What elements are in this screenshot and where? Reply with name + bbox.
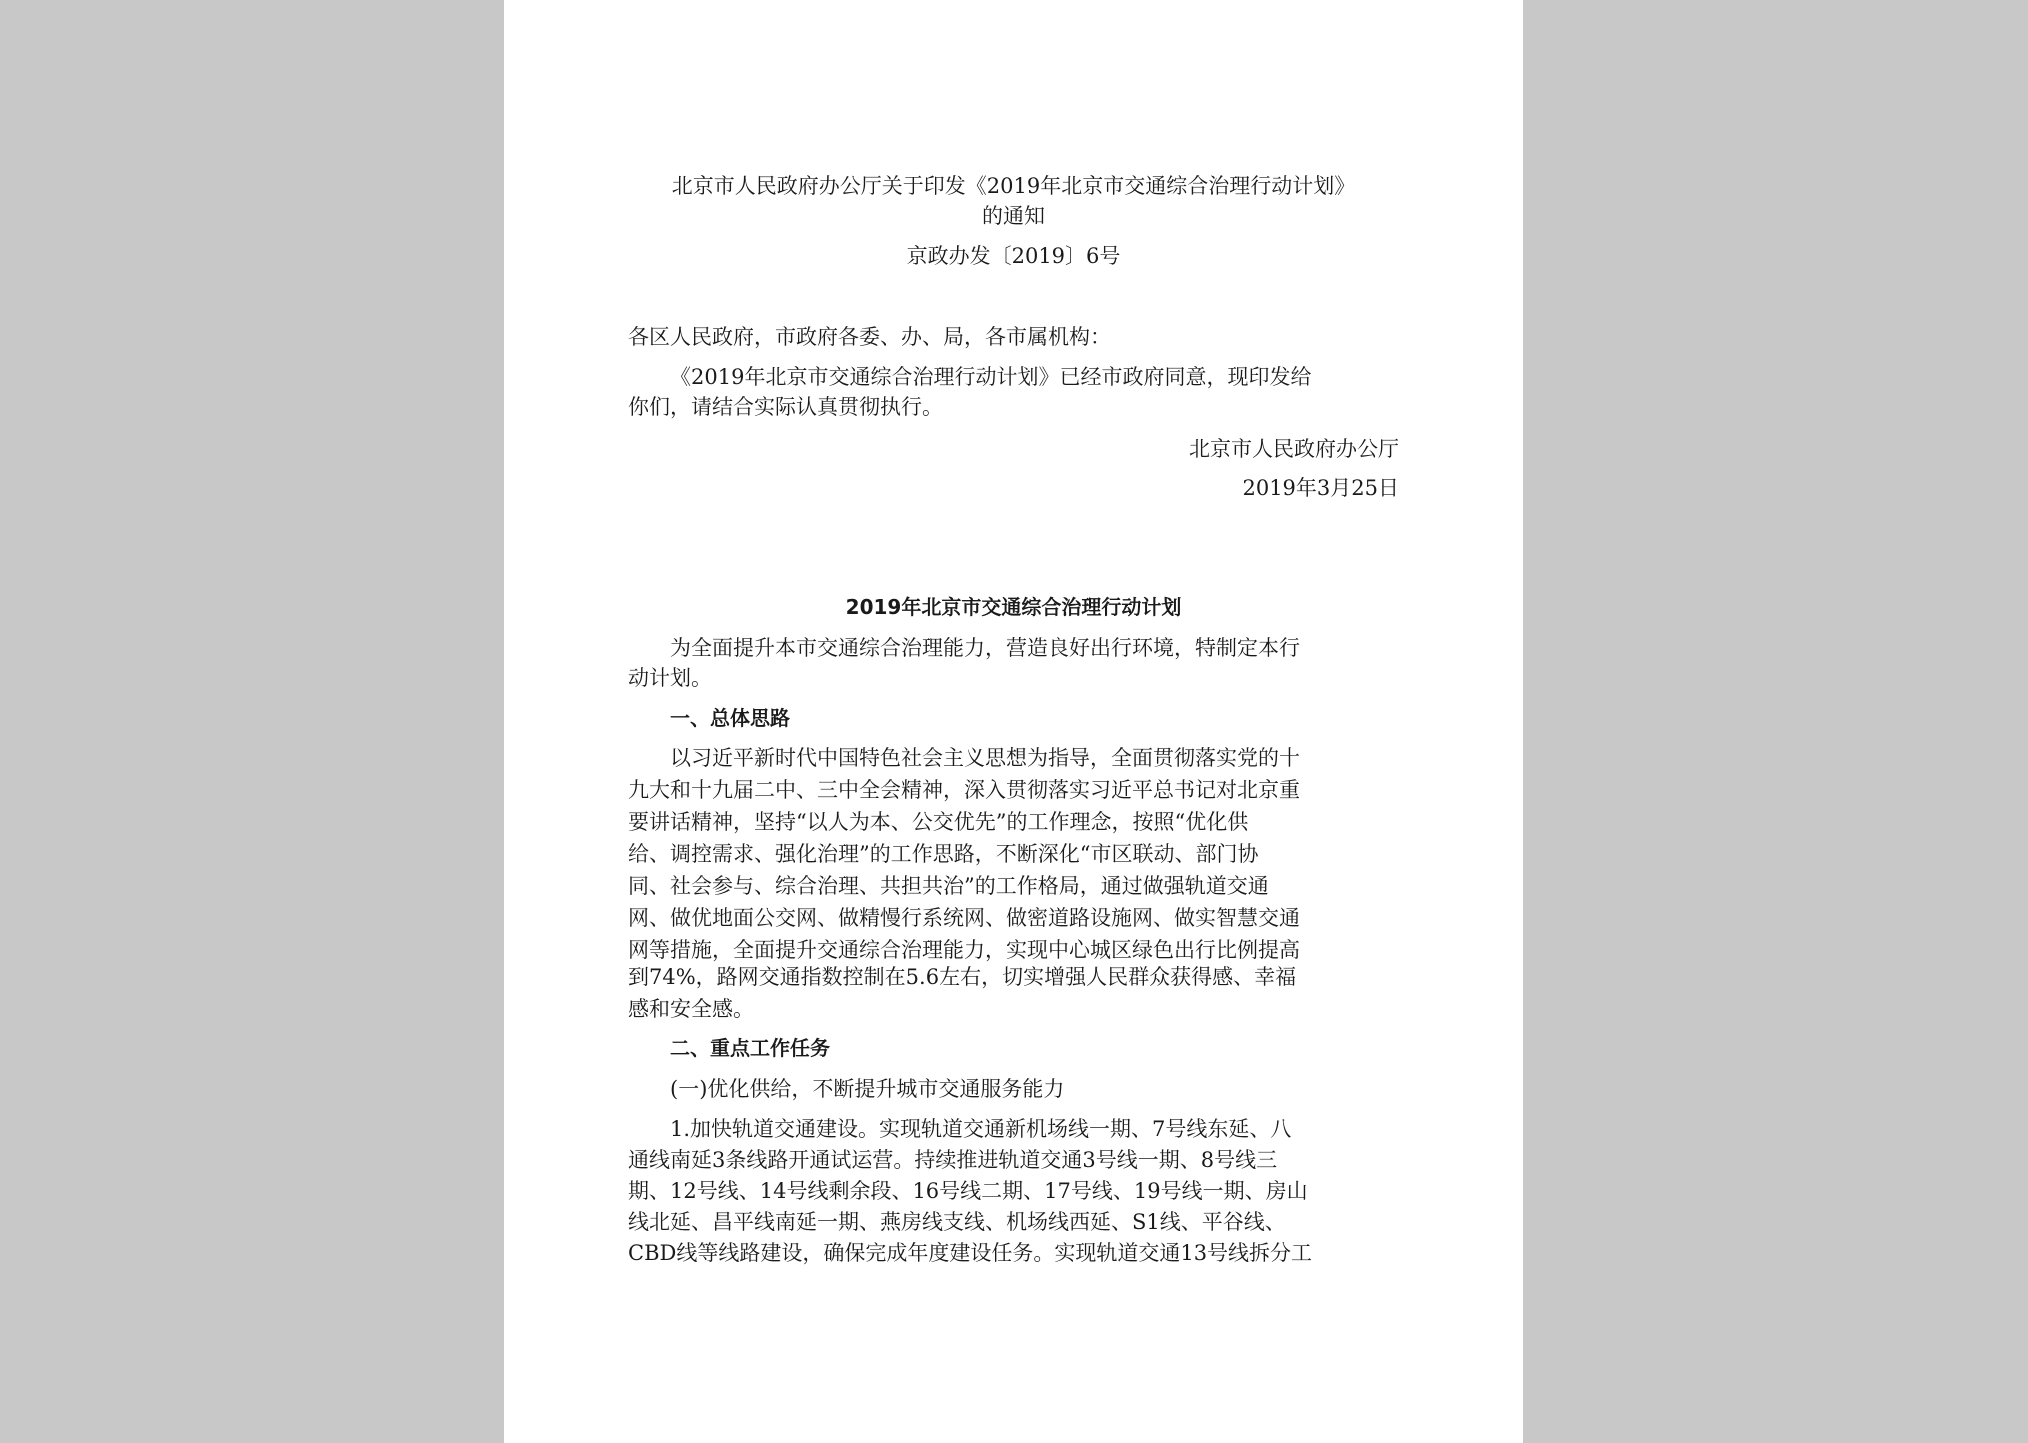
issuer: 北京市人民政府办公厅 [1189, 437, 1399, 461]
issue-date: 2019年3月25日 [1242, 476, 1399, 500]
section1-line: 要讲话精神，坚持“以人为本、公交优先”的工作理念，按照“优化供 [628, 810, 1249, 834]
item1-line: CBD线等线路建设，确保完成年度建设任务。实现轨道交通13号线拆分工 [628, 1241, 1313, 1265]
plan-intro-line-2: 动计划。 [628, 666, 712, 690]
subsection-heading: (一)优化供给，不断提升城市交通服务能力 [670, 1077, 1065, 1101]
section1-line: 网等措施，全面提升交通综合治理能力，实现中心城区绿色出行比例提高 [628, 938, 1300, 962]
section1-line: 以习近平新时代中国特色社会主义思想为指导，全面贯彻落实党的十 [670, 746, 1300, 770]
plan-intro-line-1: 为全面提升本市交通综合治理能力，营造良好出行环境，特制定本行 [670, 636, 1300, 660]
plan-title: 2019年北京市交通综合治理行动计划 [845, 595, 1182, 619]
section1-line: 到74%，路网交通指数控制在5.6左右，切实增强人民群众获得感、幸福 [628, 965, 1297, 989]
section1-line: 九大和十九届二中、三中全会精神，深入贯彻落实习近平总书记对北京重 [628, 778, 1300, 802]
document-page [504, 0, 1523, 1443]
section1-line: 感和安全感。 [628, 997, 754, 1021]
section1-line: 同、社会参与、综合治理、共担共治”的工作格局，通过做强轨道交通 [628, 874, 1269, 898]
item1-line: 1.加快轨道交通建设。实现轨道交通新机场线一期、7号线东延、八 [670, 1117, 1292, 1141]
notice-body-line-1: 《2019年北京市交通综合治理行动计划》已经市政府同意，现印发给 [670, 365, 1312, 389]
section1-line: 网、做优地面公交网、做精慢行系统网、做密道路设施网、做实智慧交通 [628, 906, 1300, 930]
notice-title-line-2: 的通知 [982, 204, 1045, 228]
section-heading-key-tasks: 二、重点工作任务 [670, 1036, 830, 1060]
item1-line: 期、12号线、14号线剩余段、16号线二期、17号线、19号线一期、房山 [628, 1179, 1308, 1203]
notice-title-line-1: 北京市人民政府办公厅关于印发《2019年北京市交通综合治理行动计划》 [671, 174, 1356, 198]
salutation: 各区人民政府，市政府各委、办、局，各市属机构： [628, 325, 1111, 349]
item1-line: 线北延、昌平线南延一期、燕房线支线、机场线西延、S1线、平谷线、 [628, 1210, 1286, 1234]
document-number: 京政办发〔2019〕6号 [906, 244, 1121, 268]
section1-line: 给、调控需求、强化治理”的工作思路，不断深化“市区联动、部门协 [628, 842, 1259, 866]
section-heading-overall-approach: 一、总体思路 [670, 706, 790, 730]
notice-body-line-2: 你们，请结合实际认真贯彻执行。 [628, 395, 943, 419]
item1-line: 通线南延3条线路开通试运营。持续推进轨道交通3号线一期、8号线三 [628, 1148, 1278, 1172]
